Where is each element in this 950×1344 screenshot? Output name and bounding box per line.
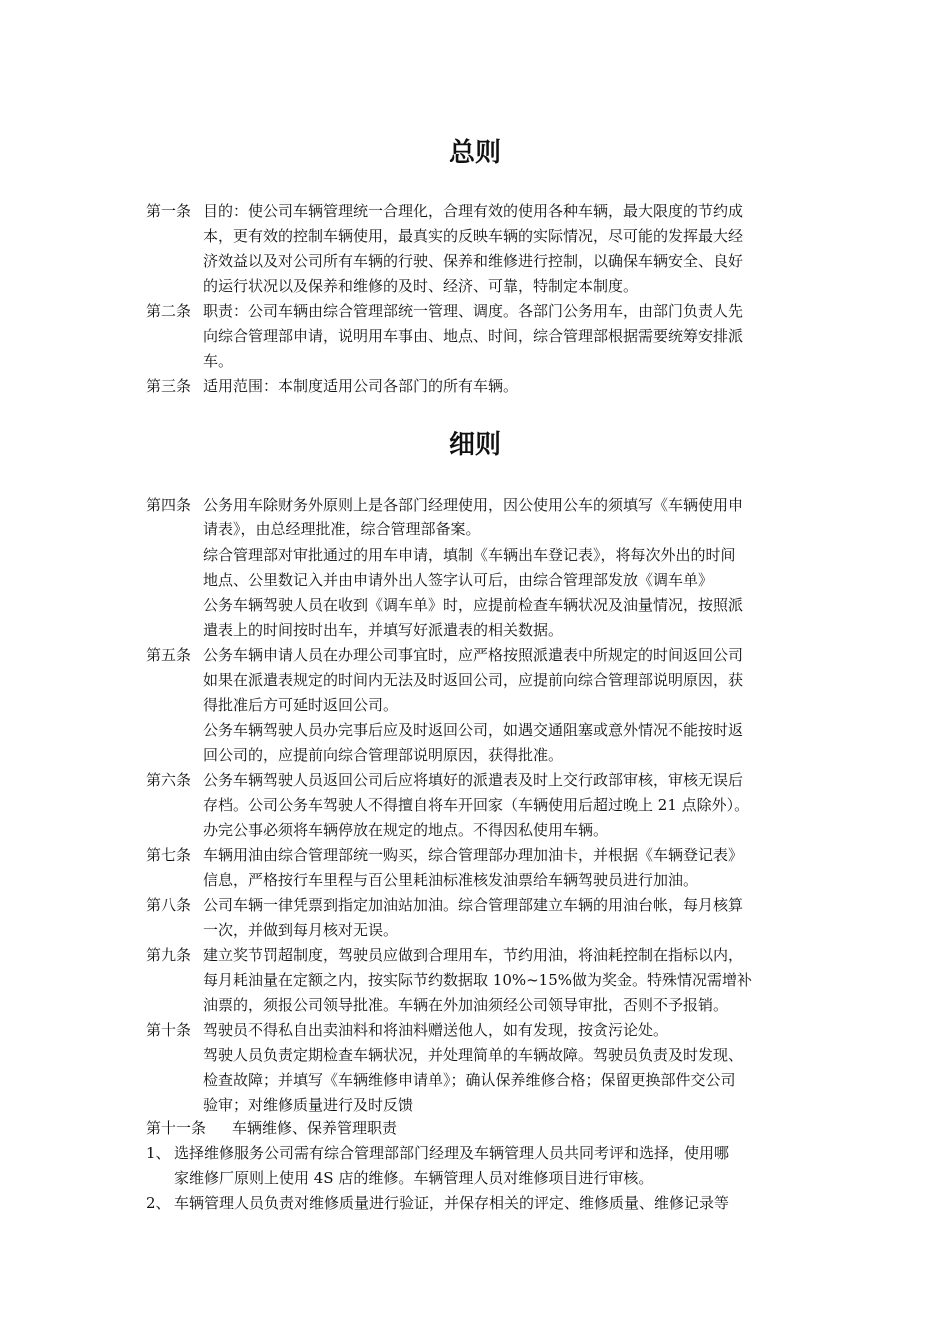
article-5-line: 第五条 公务车辆申请人员在办理公司事宜时，应严格按照派遣表中所规定的时间返回公司	[146, 646, 744, 664]
article-4-line: 地点、公里数记入并由申请外出人签字认可后，由综合管理部发放《调车单》	[203, 571, 714, 589]
article-10-line: 检查故障；并填写《车辆维修申请单》；确认保养维修合格；保留更换部件交公司	[203, 1071, 736, 1089]
article-6-line: 存档。公司公务车驾驶人不得擅自将车开回家（车辆使用后超过晚上 21 点除外）。	[203, 796, 750, 814]
article-9-line: 第九条 建立奖节罚超制度，驾驶员应做到合理用车，节约用油，将油耗控制在指标以内，	[146, 946, 744, 964]
numbered-item-1-line: 家维修厂原则上使用 4S 店的维修。车辆管理人员对维修项目进行审核。	[174, 1169, 654, 1187]
article-9-line: 油票的，须报公司领导批准。车辆在外加油须经公司领导审批，否则不予报销。	[203, 996, 729, 1014]
article-label: 第十一条	[146, 1119, 207, 1137]
article-9-line: 每月耗油量在定额之内，按实际节约数据取 10%~15%做为奖金。特殊情况需增补	[203, 971, 753, 989]
article-label: 第八条	[146, 896, 192, 914]
article-label: 第六条	[146, 771, 192, 789]
article-4-line: 遣表上的时间按时出车，并填写好派遣表的相关数据。	[203, 621, 564, 639]
article-label: 第三条	[146, 377, 192, 395]
section-title-general: 总则	[448, 138, 501, 168]
article-3-line: 第三条 适用范围：本制度适用公司各部门的所有车辆。	[146, 377, 519, 395]
article-6-line: 办完公事必须将车辆停放在规定的地点。不得因私使用车辆。	[203, 821, 609, 839]
article-6-line: 第六条 公务车辆驾驶人员返回公司后应将填好的派遣表及时上交行政部审核，审核无误后	[146, 771, 744, 789]
article-2-line: 车。	[203, 352, 234, 370]
article-1-line: 本，更有效的控制车辆使用，最真实的反映车辆的实际情况，尽可能的发挥最大经	[203, 227, 744, 245]
section-title-details: 细则	[448, 430, 501, 460]
article-label: 第九条	[146, 946, 192, 964]
article-4-line: 请表》，由总经理批准，综合管理部备案。	[203, 520, 481, 538]
article-1-line: 第一条 目的：使公司车辆管理统一合理化，合理有效的使用各种车辆，最大限度的节约成	[146, 202, 744, 220]
article-label: 第五条	[146, 646, 192, 664]
article-label: 第十条	[146, 1021, 192, 1039]
article-8-line: 第八条 公司车辆一律凭票到指定加油站加油。综合管理部建立车辆的用油台帐，每月核算	[146, 896, 744, 914]
item-number: 1、	[146, 1144, 171, 1162]
article-2-line: 向综合管理部申请，说明用车事由、地点、时间，综合管理部根据需要统筹安排派	[203, 327, 744, 345]
article-1-line: 的运行状况以及保养和维修的及时、经济、可靠，特制定本制度。	[203, 277, 639, 295]
item-number: 2、	[146, 1194, 171, 1212]
article-10-line: 驾驶人员负责定期检查车辆状况，并处理简单的车辆故障。驾驶员负责及时发现、	[203, 1046, 744, 1064]
article-7-line: 第七条 车辆用油由综合管理部统一购买，综合管理部办理加油卡，并根据《车辆登记表》	[146, 846, 744, 864]
article-4-line: 公务车辆驾驶人员在收到《调车单》时，应提前检查车辆状况及油量情况，按照派	[203, 596, 744, 614]
numbered-item-2-line: 2、 车辆管理人员负责对维修质量进行验证，并保存相关的评定、维修质量、维修记录等	[146, 1194, 730, 1212]
article-4-line: 综合管理部对审批通过的用车申请，填制《车辆出车登记表》，将每次外出的时间	[203, 546, 736, 564]
article-label: 第二条	[146, 302, 192, 320]
article-11-line: 第十一条 车辆维修、保养管理职责	[146, 1119, 398, 1137]
article-5-line: 如果在派遣表规定的时间内无法及时返回公司，应提前向综合管理部说明原因，获	[203, 671, 744, 689]
article-4-line: 第四条 公务用车除财务外原则上是各部门经理使用，因公使用公车的须填写《车辆使用申	[146, 496, 744, 514]
article-2-line: 第二条 职责：公司车辆由综合管理部统一管理、调度。各部门公务用车，由部门负责人先	[146, 302, 744, 320]
article-label: 第七条	[146, 846, 192, 864]
article-5-line: 得批准后方可延时返回公司。	[203, 696, 399, 714]
article-7-line: 信息，严格按行车里程与百公里耗油标准核发油票给车辆驾驶员进行加油。	[203, 871, 699, 889]
article-label: 第一条	[146, 202, 192, 220]
numbered-item-1-line: 1、 选择维修服务公司需有综合管理部部门经理及车辆管理人员共同考评和选择，使用哪	[146, 1144, 730, 1162]
article-10-line: 第十条 驾驶员不得私自出卖油料和将油料赠送他人，如有发现，按贪污论处。	[146, 1021, 669, 1039]
article-5-line: 回公司的，应提前向综合管理部说明原因，获得批准。	[203, 746, 564, 764]
article-label: 第四条	[146, 496, 192, 514]
article-10-line: 验审；对维修质量进行及时反馈	[203, 1096, 414, 1114]
article-5-line: 公务车辆驾驶人员办完事后应及时返回公司，如遇交通阻塞或意外情况不能按时返	[203, 721, 744, 739]
article-1-line: 济效益以及对公司所有车辆的行驶、保养和维修进行控制，以确保车辆安全、良好	[203, 252, 744, 270]
article-8-line: 一次，并做到每月核对无误。	[203, 921, 399, 939]
